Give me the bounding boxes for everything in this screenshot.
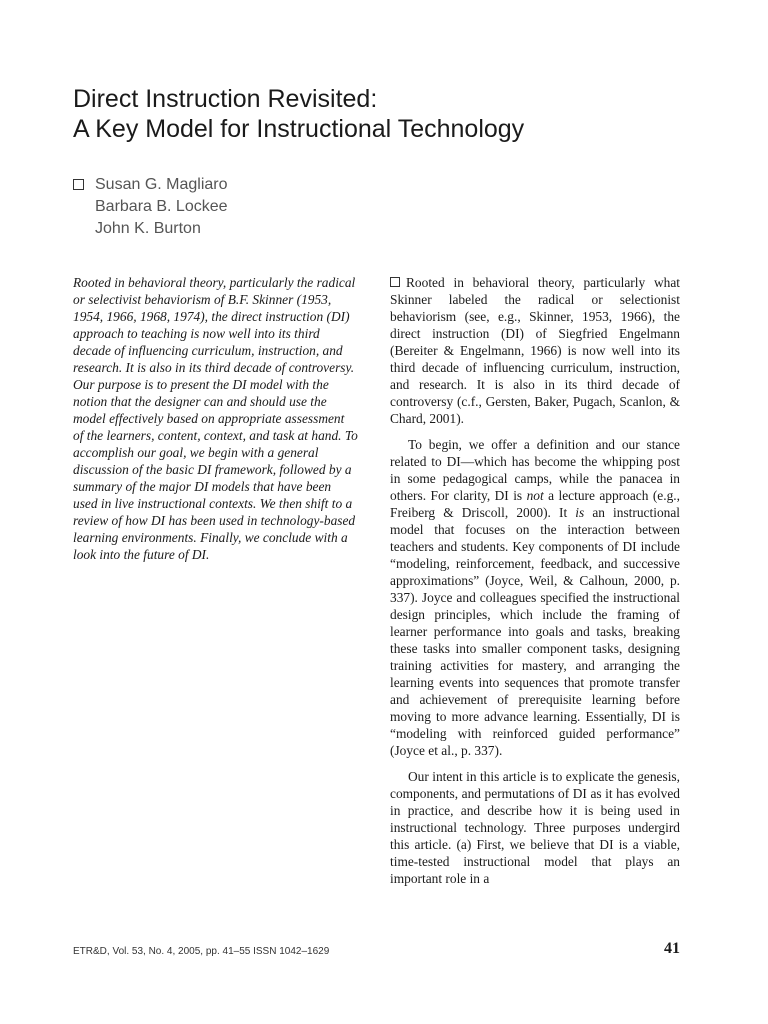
- emphasis-text: is: [575, 505, 585, 520]
- body-paragraph-3: [390, 768, 680, 887]
- author-name: Susan G. Magliaro: [95, 176, 228, 193]
- emphasis-text: not: [526, 488, 544, 503]
- body-paragraph-2: [390, 436, 680, 759]
- square-bullet-icon: [73, 179, 84, 190]
- article-title: [73, 84, 713, 144]
- abstract: [73, 274, 358, 563]
- body-column: [390, 274, 680, 896]
- paragraph-text: Rooted in behavioral theory, particularly what Skinner labeled the radical or selectionist behaviorism (see, e.g., Skinner, 1953, 1966), the direct instruction (DI) of Siegfried Engelmann (Bereiter & Engelmann, 1966) is now well into its third decade of influencing curriculum, instruction, and research. It is also in its third decade of controversy (c.f., Gersten, Baker, Pugach, Scanlon, & Chard, 2001).: [390, 275, 680, 426]
- abstract-text: Rooted in behavioral theory, particularly the radical or selectivist behaviorism of B.F. Skinner (1953, 1954, 1966, 1968, 1974), the direct instruction (DI) approach to teaching is now well into its third decade of influencing curriculum, instruction, and research. It is also in its third decade of controversy. Our purpose is to present the DI model with the notion that the designer can and should use the model effectively based on appropriate assessment of the learners, content, context, and task at hand. To accomplish our goal, we begin with a general discussion of the basic DI framework, followed by a summary of the major DI models that have been used in live instructional contexts. We then shift to a review of how DI has been used in technology-based learning environments. Finally, we conclude with a look into the future of DI.: [73, 275, 358, 562]
- page-number: 41: [664, 940, 680, 957]
- paragraph-text: Our intent in this article is to explicate the genesis, components, and permutations of DI as it has evolved in practice, and describe how it is being used in instructional technology. Three purposes undergird this article. (a) First, we believe that DI is a viable, time-tested instructional model that plays an important role in a: [390, 769, 680, 886]
- journal-citation: ETR&D, Vol. 53, No. 4, 2005, pp. 41–55 ISSN 1042–1629: [73, 946, 330, 957]
- author-list: [73, 174, 228, 240]
- paragraph-text: To begin, we offer a definition and our stance related to DI—which has become the whipping post in some pedagogical camps, while the panacea in others. For clarity, DI is: [390, 437, 680, 503]
- paragraph-text: an instructional model that focuses on the interaction between teachers and students. Key components of DI include “modeling, reinforcement, feedback, and successive approximations” (Joyce, Weil, & Calhoun, 2000, p. 337). Joyce and colleagues specified the instructional design principles, which include the framing of learner performance into goals and tasks, breaking these tasks into smaller component tasks, designing training activities for mastery, and arranging the learning events into sequences that promote transfer and achievement of prerequisite learning before moving to more advance learning. Essentially, DI is “modeling with reinforced guided performance” (Joyce et al., p. 337).: [390, 505, 680, 758]
- title-line-2: A Key Model for Instructional Technology: [73, 115, 525, 143]
- body-paragraph-1: [390, 274, 680, 427]
- paragraph-text: a lecture approach (e.g., Freiberg & Driscoll, 2000). It: [390, 488, 680, 520]
- author-name: Barbara B. Lockee: [95, 198, 228, 215]
- author-name: John K. Burton: [95, 220, 201, 237]
- square-bullet-icon: [390, 277, 400, 287]
- title-line-1: Direct Instruction Revisited:: [73, 85, 378, 113]
